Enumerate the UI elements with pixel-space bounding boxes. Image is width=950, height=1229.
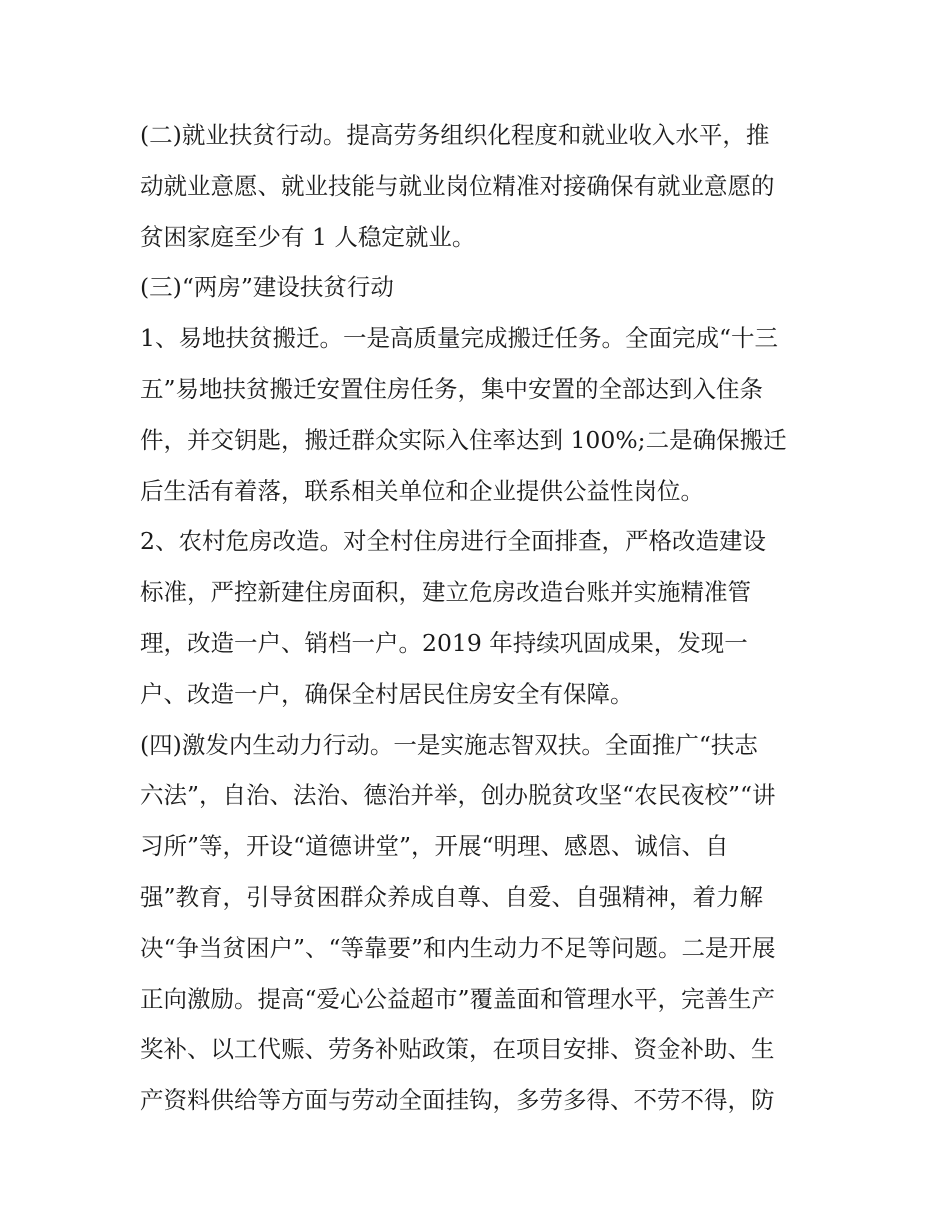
text-line: (二)就业扶贫行动。提高劳务组织化程度和就业收入水平，推 bbox=[140, 121, 770, 149]
text-line: 强”教育，引导贫困群众养成自尊、自爱、自强精神，着力解 bbox=[140, 882, 764, 911]
document-body bbox=[140, 110, 820, 1126]
text-line: 产资料供给等方面与劳动全面挂钩，多劳多得、不劳不得，防 bbox=[140, 1086, 775, 1115]
text-line: 奖补、以工代赈、劳务补贴政策，在项目安排、资金补助、生 bbox=[140, 1035, 775, 1064]
text-line: 标准，严控新建住房面积，建立危房改造台账并实施精准管 bbox=[140, 578, 751, 607]
text-line: 决“争当贫困户”、“等靠要”和内生动力不足等问题。二是开展 bbox=[140, 933, 776, 962]
text-line: 正向激励。提高“爱心公益超市”覆盖面和管理水平，完善生产 bbox=[140, 984, 776, 1013]
text-line: 五”易地扶贫搬迁安置住房任务，集中安置的全部达到入住条 bbox=[140, 374, 764, 403]
text-line: 2、农村危房改造。对全村住房进行全面排查，严格改造建设 bbox=[140, 527, 766, 556]
text-line: 后生活有着落，联系相关单位和企业提供公益性岗位。 bbox=[140, 476, 704, 505]
section-heading: (三)“两房”建设扶贫行动 bbox=[140, 273, 394, 302]
text-line: 习所”等，开设“道德讲堂”，开展“明理、感恩、诚信、自 bbox=[140, 832, 729, 861]
text-line: 户、改造一户，确保全村居民住房安全有保障。 bbox=[140, 679, 634, 708]
text-line: 动就业意愿、就业技能与就业岗位精准对接确保有就业意愿的 bbox=[140, 171, 775, 200]
text-line: 贫困家庭至少有 1 人稳定就业。 bbox=[140, 222, 476, 251]
text-line: 理，改造一户、销档一户。2019 年持续巩固成果，发现一 bbox=[140, 628, 748, 657]
text-line: 件，并交钥匙，搬迁群众实际入住率达到 100%;二是确保搬迁 bbox=[140, 425, 787, 454]
text-line: 1、易地扶贫搬迁。一是高质量完成搬迁任务。全面完成“十三 bbox=[140, 324, 778, 353]
text-line: 六法”，自治、法治、德治并举，创办脱贫攻坚“农民夜校”“讲 bbox=[140, 781, 776, 810]
text-line: (四)激发内生动力行动。一是实施志智双扶。全面推广“扶志 bbox=[140, 730, 758, 759]
